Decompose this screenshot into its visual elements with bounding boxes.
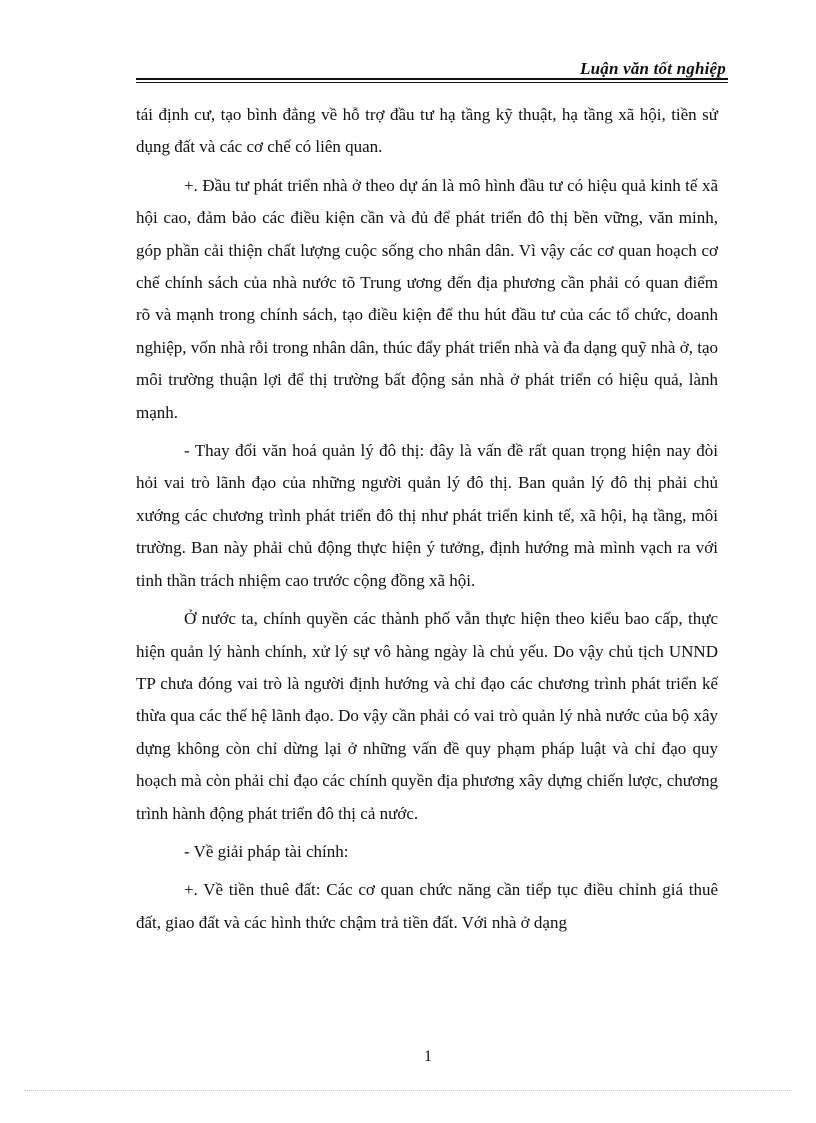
paragraph-financial-solutions-heading: - Về giải pháp tài chính: [184, 841, 349, 861]
footer-dotted-rule [24, 1090, 792, 1091]
paragraph-urban-management-culture: - Thay đổi văn hoá quản lý đô thị: đây là vấn đề rất quan trọng hiện nay đòi hỏi vai trò lãnh đạo của những người quản lý đô thị. Ban quản lý đô thị phải chủ xướng các chương trình phát triển đô thị như phát triển kinh tế, xã hội, hạ tầng, môi trường. Ban này phải chủ động thực hiện ý tưởng, định hướng mà mình vạch ra với tinh thần trách nhiệm cao trước cộng đồng xã hội. [136, 441, 718, 590]
paragraph-continuation: tái định cư, tạo bình đẳng về hỗ trợ đầu tư hạ tầng kỹ thuật, hạ tầng xã hội, tiền sử dụng đất và các cơ chế có liên quan. [136, 105, 718, 157]
paragraph-city-government: Ở nước ta, chính quyền các thành phố vẫn thực hiện theo kiểu bao cấp, thực hiện quản lý hành chính, xử lý sự vô hàng ngày là chủ yếu. Do vậy chủ tịch UNND TP chưa đóng vai trò là người định hướng và chỉ đạo các chương trình phát triển kế thừa qua các thế hệ lãnh đạo. Do vậy cần phải có vai trò quản lý nhà nước của bộ xây dựng không còn chỉ dừng lại ở những vấn đề quy phạm pháp luật và chỉ đạo quy hoạch mà còn phải chỉ đạo các chính quyền địa phương xây dựng chiến lược, chương trình hành động phát triển đô thị cả nước. [136, 609, 718, 823]
document-body [136, 99, 718, 945]
header-title: Luận văn tốt nghiệp [580, 59, 726, 78]
header-rule-thick [136, 78, 728, 80]
paragraph-land-rent: +. Về tiền thuê đất: Các cơ quan chức năng cần tiếp tục điều chỉnh giá thuê đất, giao đất và các hình thức chậm trả tiền đất. Với nhà ở dạng [136, 880, 718, 932]
header-rule-thin [136, 82, 728, 83]
page-number: 1 [424, 1048, 432, 1065]
running-header [136, 56, 728, 82]
paragraph-housing-investment: +. Đầu tư phát triển nhà ở theo dự án là mô hình đầu tư có hiệu quả kinh tế xã hội cao, đảm bảo các điều kiện cần và đủ để phát triển đô thị bền vững, văn minh, góp phần cải thiện chất lượng cuộc sống cho nhân dân. Vì vậy các cơ quan hoạch cơ chế chính sách của nhà nước tõ Trung ương đến địa phương cần phải có quan điểm rõ và mạnh trong chính sách, tạo điều kiện để thu hút đầu tư của các tổ chức, doanh nghiệp, vốn nhà rỗi trong nhân dân, thúc đẩy phát triển nhà và đa dạng quỹ nhà ở, tạo môi trường thuận lợi để thị trường bất động sản nhà ở phát triển có hiệu quả, lành mạnh. [136, 175, 718, 422]
